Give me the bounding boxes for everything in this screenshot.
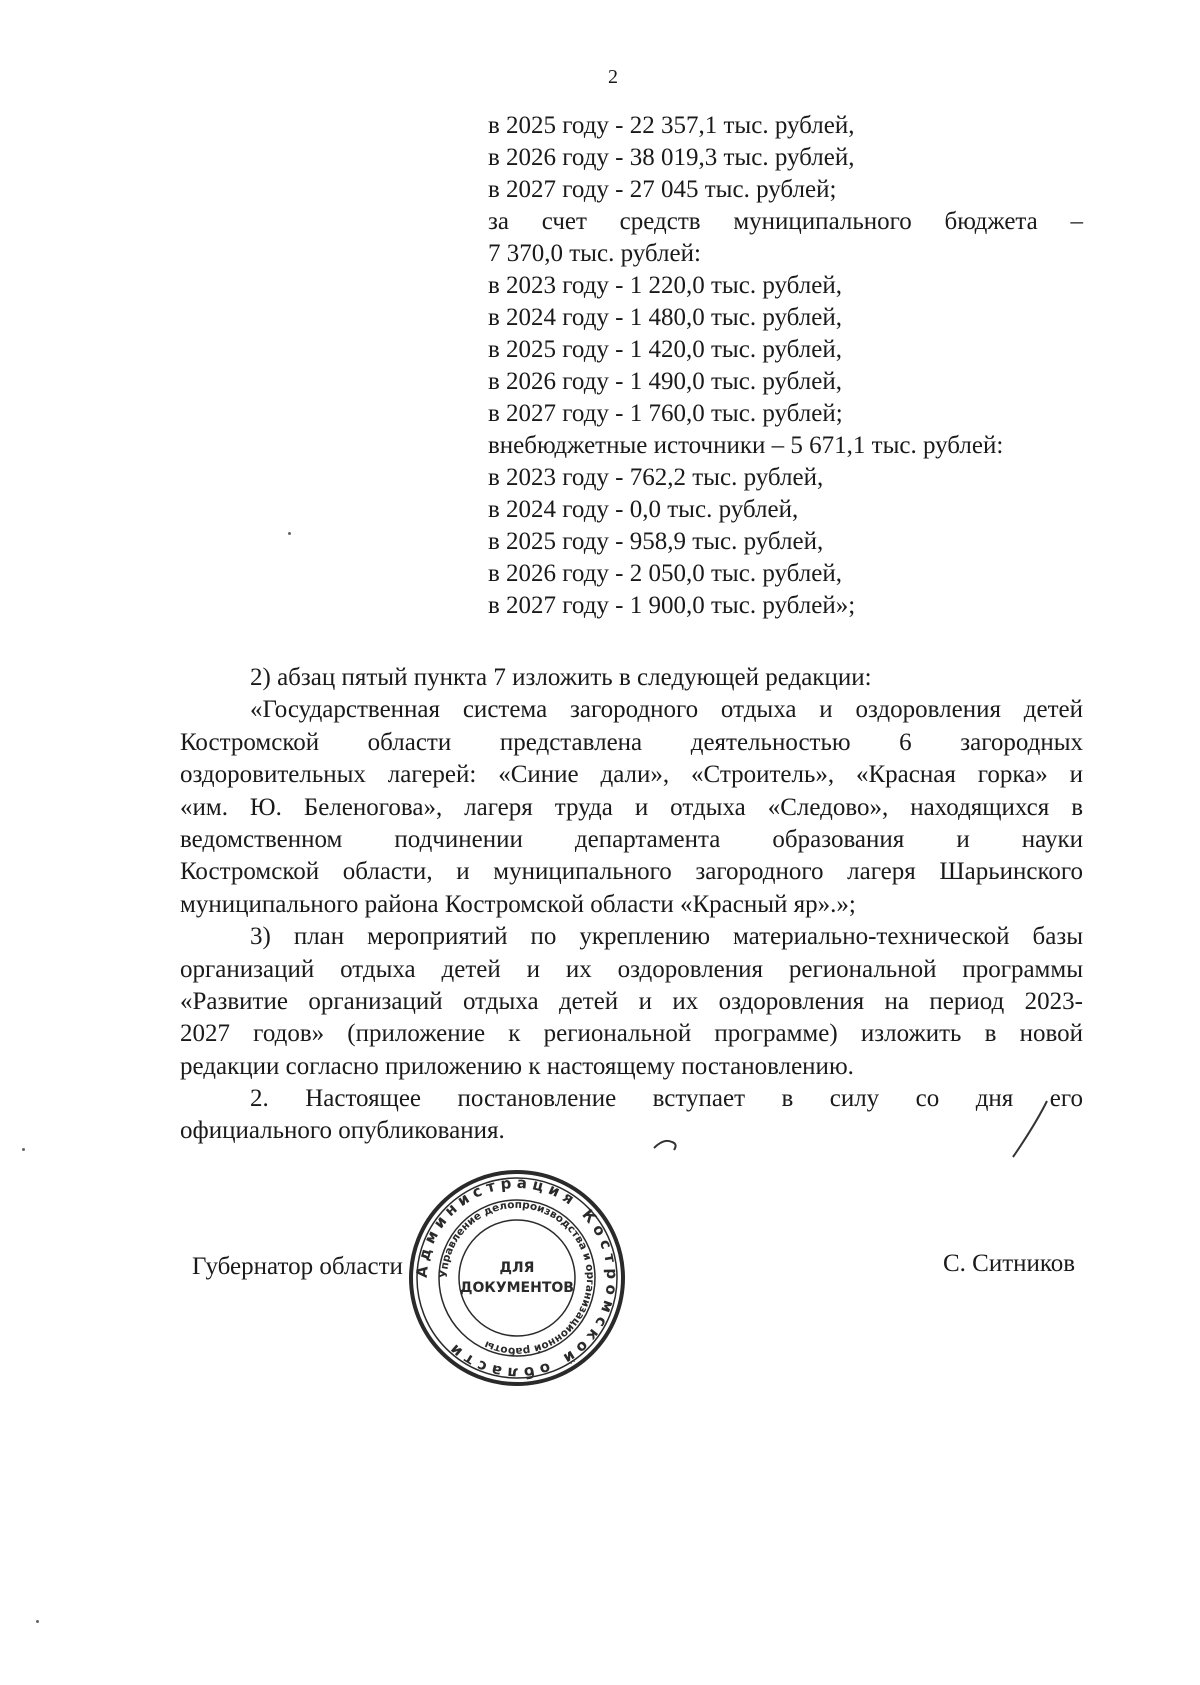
funding-block <box>488 110 1083 622</box>
funding-line: за счет средств муниципального бюджета – <box>488 208 1083 235</box>
body-line: 2027 годов» (приложение к региональной программе) изложить в новой <box>180 1020 1083 1048</box>
body-line: «Развитие организаций отдыха детей и их оздоровления на период 2023- <box>180 987 1083 1015</box>
funding-line: в 2026 году - 38 019,3 тыс. рублей, <box>488 144 855 171</box>
main-text <box>180 662 1083 1148</box>
body-line: ведомственном подчинении департамента образования и науки <box>180 825 1083 853</box>
funding-line: в 2026 году - 2 050,0 тыс. рублей, <box>488 560 842 587</box>
body-line: 3) план мероприятий по укреплению материально-технической базы <box>250 923 1083 951</box>
funding-line: 7 370,0 тыс. рублей: <box>488 240 701 267</box>
body-line: «Государственная система загородного отдыха и оздоровления детей <box>250 696 1083 724</box>
funding-line: в 2027 году - 27 045 тыс. рублей; <box>488 176 837 203</box>
handwritten-mark <box>650 1130 690 1154</box>
signatory-name: С. Ситников <box>943 1250 1076 1277</box>
funding-line: в 2027 году - 1 900,0 тыс. рублей»; <box>488 592 856 619</box>
body-line: официального опубликования. <box>180 1117 505 1145</box>
official-seal <box>407 1168 627 1388</box>
funding-line: в 2023 году - 1 220,0 тыс. рублей, <box>488 272 842 299</box>
scan-speck <box>36 1620 39 1623</box>
scan-speck <box>288 532 291 535</box>
body-line: организаций отдыха детей и их оздоровления региональной программы <box>180 955 1083 983</box>
scan-speck <box>22 1148 25 1151</box>
seal-center-line2: ДОКУМЕНТОВ <box>460 1280 574 1296</box>
funding-line: в 2025 году - 1 420,0 тыс. рублей, <box>488 336 842 363</box>
seal-outer-text: Администрация Костромской области <box>412 1173 622 1383</box>
body-line: Костромской области, и муниципального загородного лагеря Шарьинского <box>180 858 1083 886</box>
funding-line: в 2027 году - 1 760,0 тыс. рублей; <box>488 400 843 427</box>
body-line: Костромской области представлена деятельностью 6 загородных <box>180 728 1083 756</box>
handwritten-stroke <box>1005 1095 1055 1165</box>
funding-line: в 2025 году - 22 357,1 тыс. рублей, <box>488 112 855 139</box>
body-line: 2. Настоящее постановление вступает в силу со дня его <box>250 1085 1083 1113</box>
funding-line: в 2026 году - 1 490,0 тыс. рублей, <box>488 368 842 395</box>
funding-line: в 2025 году - 958,9 тыс. рублей, <box>488 528 824 555</box>
body-line: оздоровительных лагерей: «Синие дали», «Строитель», «Красная горка» и <box>180 761 1083 789</box>
seal-inner-text: Управление делопроизводства и организационной работы <box>437 1198 597 1358</box>
funding-line: в 2024 году - 1 480,0 тыс. рублей, <box>488 304 842 331</box>
funding-line: внебюджетные источники – 5 671,1 тыс. рублей: <box>488 432 1004 459</box>
signatory-position: Губернатор области <box>192 1253 403 1280</box>
seal-center-line1: ДЛЯ <box>499 1260 535 1276</box>
funding-line: в 2023 году - 762,2 тыс. рублей, <box>488 464 824 491</box>
body-line: муниципального района Костромской области «Красный яр».»; <box>180 890 856 918</box>
body-line: 2) абзац пятый пункта 7 изложить в следующей редакции: <box>250 664 872 691</box>
page-number: 2 <box>608 66 618 88</box>
body-line: «им. Ю. Беленогова», лагеря труда и отдыха «Следово», находящихся в <box>180 793 1083 821</box>
body-line: редакции согласно приложению к настоящему постановлению. <box>180 1052 854 1080</box>
funding-line: в 2024 году - 0,0 тыс. рублей, <box>488 496 799 523</box>
